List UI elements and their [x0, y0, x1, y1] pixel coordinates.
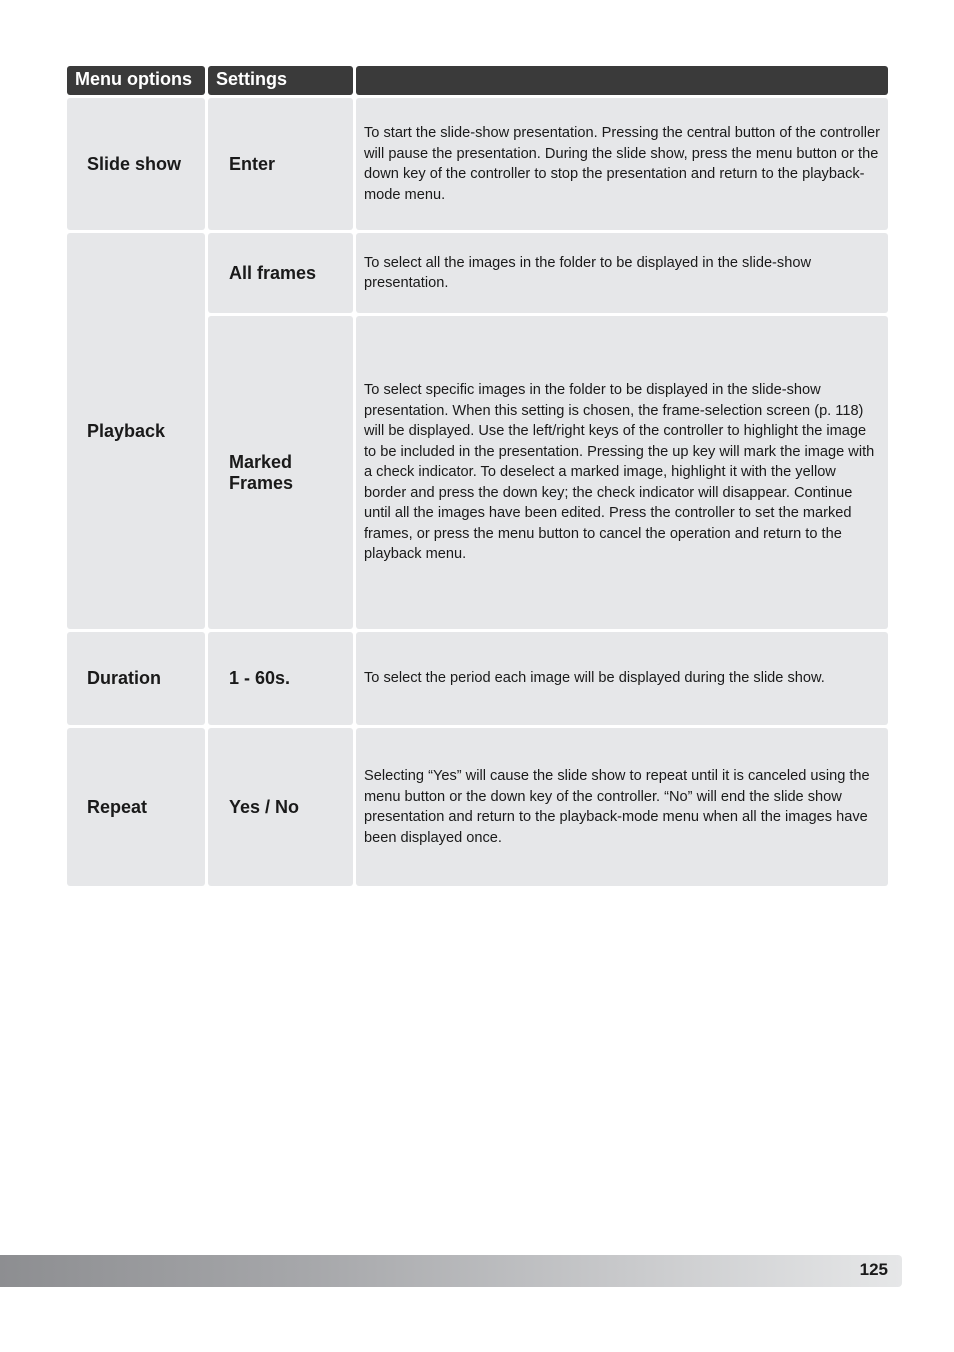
description-enter: To start the slide-show presentation. Pressing the central button of the controller will pause the presentation. During the slide show, press the menu button or the down key of the controller to stop the presentation and return to the playback-mode menu. [356, 98, 888, 230]
page-number: 125 [859, 1260, 888, 1279]
footer-bar [0, 1255, 902, 1287]
setting-yes-no: Yes / No [208, 728, 353, 886]
option-slide-show: Slide show [67, 98, 205, 230]
setting-marked-frames: Marked Frames [208, 316, 353, 629]
setting-enter: Enter [208, 98, 353, 230]
description-repeat: Selecting “Yes” will cause the slide show to repeat until it is canceled using the menu button or the down key of the controller. “No” will end the slide show presentation and return to the playback-mode menu when all the images have been displayed once. [356, 728, 888, 886]
description-duration: To select the period each image will be displayed during the slide show. [356, 632, 888, 725]
description-all-frames: To select all the images in the folder to be displayed in the slide-show presentation. [356, 233, 888, 313]
option-duration: Duration [67, 632, 205, 725]
option-repeat: Repeat [67, 728, 205, 886]
description-marked-frames: To select specific images in the folder to be displayed in the slide-show presentation. When this setting is chosen, the frame-selection screen (p. 118) will be displayed. Use the left/right keys of the controller to highlight the image to be included in the presentation. Pressing the up key will mark the image with a check indicator. To deselect a marked image, highlight it with the yellow border and press the down key; the check indicator will disappear. Continue until all the images have been edited. Press the controller to set the marked frames, or press the menu button to cancel the operation and return to the playback menu. [356, 316, 888, 629]
header-menu-options: Menu options [67, 66, 205, 95]
header-description [356, 66, 888, 95]
setting-all-frames: All frames [208, 233, 353, 313]
header-settings: Settings [208, 66, 353, 95]
setting-duration-range: 1 - 60s. [208, 632, 353, 725]
option-playback: Playback [67, 233, 205, 629]
